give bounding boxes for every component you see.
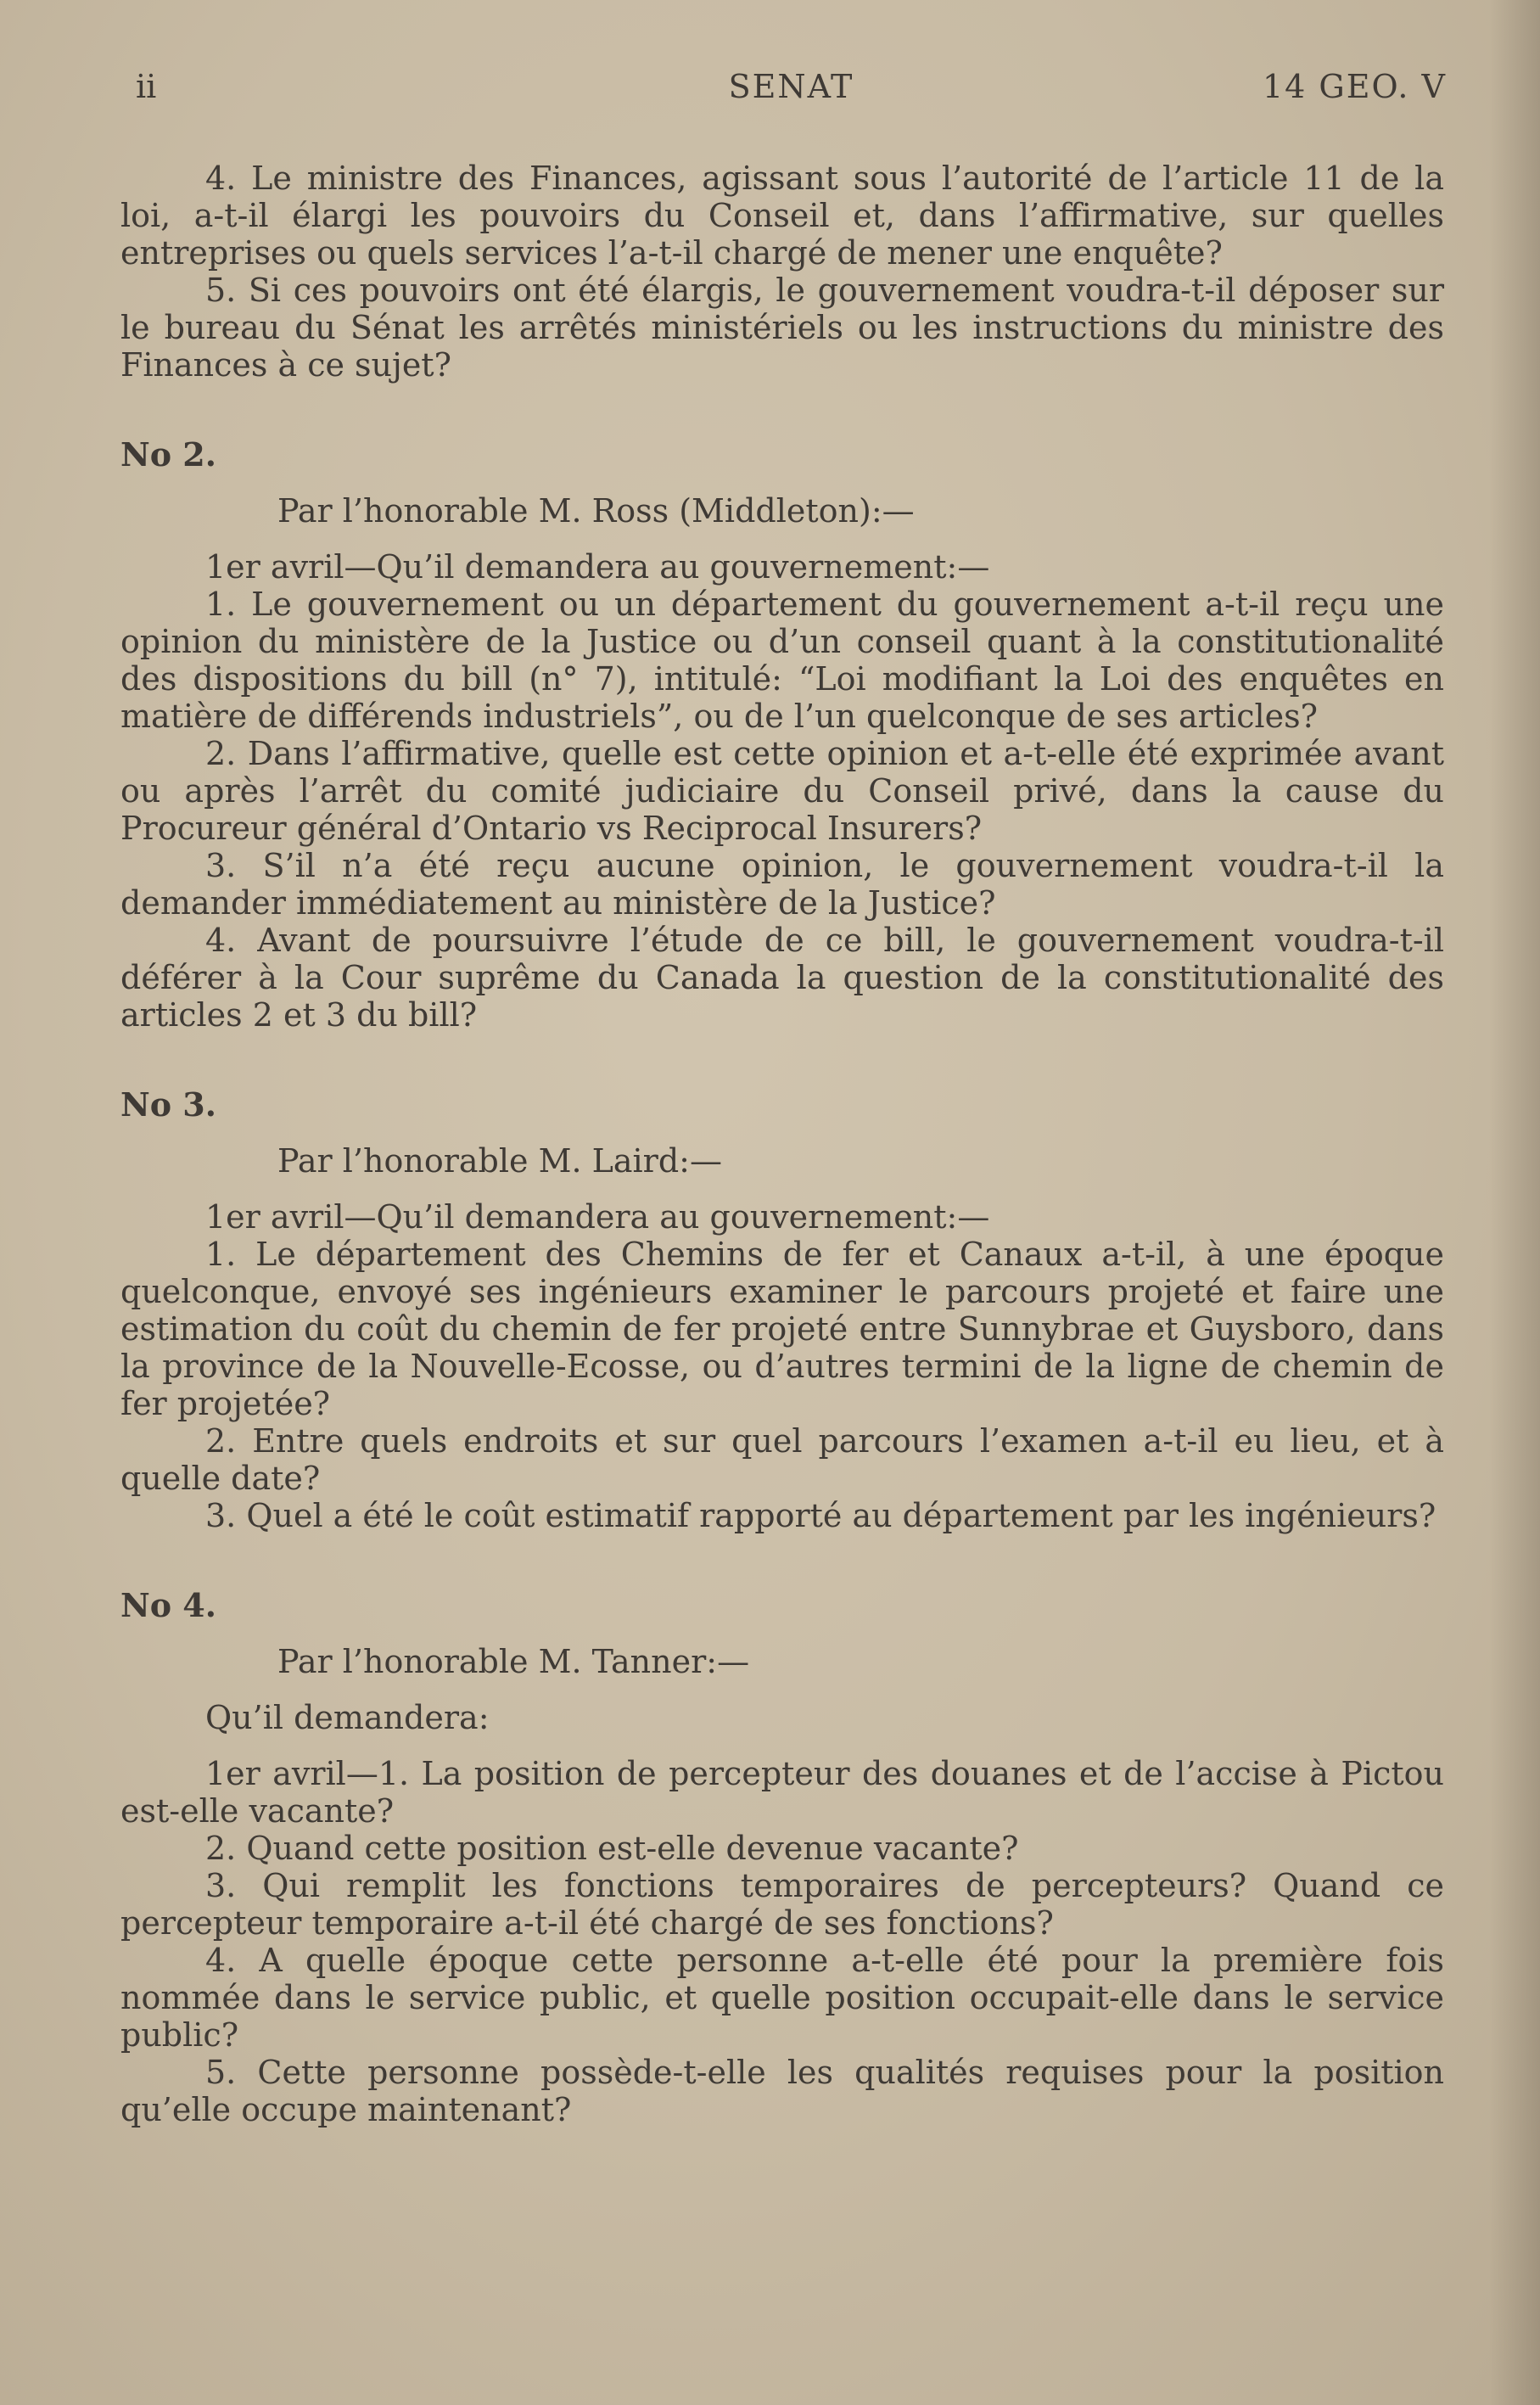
question-number: No 3. — [120, 1085, 216, 1124]
question-mover: Par l’honorable M. Laird:— — [277, 1142, 722, 1180]
question-number: No 4. — [120, 1586, 216, 1624]
page-edge-shadow — [1489, 0, 1540, 2405]
question-item: 4. Avant de poursuivre l’étude de ce bill, le gouvernement voudra-t-il déférer à la Cour suprême du Canada la question de la constitutionalité des articles 2 et 3 du bill? — [120, 922, 1444, 1034]
question-item: 1. Le gouvernement ou un département du gouvernement a-t-il reçu une opinion du ministère de la Justice ou d’un conseil quant à la constitutionalité des dispositions du bill (n° 7), intitulé: “Loi modifiant la Loi des enquêtes en matière de différends industriels”, ou de l’un quelconque de ses articles? — [120, 586, 1444, 735]
continuation-paragraph: 4. Le ministre des Finances, agissant sous l’autorité de l’article 11 de la loi, a-t-il élargi les pouvoirs du Conseil et, dans l’affirmative, sur quelles entreprises ou quels services l’a-t-il chargé de mener une enquête? — [120, 160, 1444, 272]
question-item: 4. A quelle époque cette personne a-t-elle été pour la première fois nommée dans le service public, et quelle position occupait-elle dans le service public? — [120, 1942, 1444, 2054]
question-item: 1er avril—1. La position de percepteur des douanes et de l’accise à Pictou est-elle vacante? — [120, 1755, 1444, 1830]
question-item: 2. Dans l’affirmative, quelle est cette opinion et a-t-elle été exprimée avant ou après l’arrêt du comité judiciaire du Conseil privé, dans la cause du Procureur général d’Ontario vs Reciprocal Insurers? — [120, 735, 1444, 847]
page-number: ii — [136, 68, 157, 105]
question-item: 1. Le département des Chemins de fer et Canaux a-t-il, à une époque quelconque, envoyé ses ingénieurs examiner le parcours projeté et faire une estimation du coût du chemin de fer projeté entre Sunnybrae et Guysboro, dans la province de la Nouvelle-Ecosse, ou d’autres termini de la ligne de chemin de fer projetée? — [120, 1236, 1444, 1422]
session-label: 14 GEO. V — [1262, 68, 1447, 105]
question-item: 3. Quel a été le coût estimatif rapporté au département par les ingénieurs? — [205, 1497, 1436, 1534]
page-body — [120, 160, 1444, 2128]
question-date-line: 1er avril—Qu’il demandera au gouvernement:— — [205, 548, 990, 586]
question-item: 2. Entre quels endroits et sur quel parcours l’examen a-t-il eu lieu, et à quelle date? — [120, 1422, 1444, 1497]
running-title: SENAT — [728, 68, 854, 105]
question-date-line: Qu’il demandera: — [205, 1699, 490, 1736]
question-item: 3. Qui remplit les fonctions temporaires de percepteurs? Quand ce percepteur temporaire a-t-il été chargé de ses fonctions? — [120, 1867, 1444, 1942]
question-mover: Par l’honorable M. Tanner:— — [277, 1643, 750, 1680]
running-header — [136, 68, 1447, 119]
question-mover: Par l’honorable M. Ross (Middleton):— — [277, 492, 915, 530]
continuation-paragraph: 5. Si ces pouvoirs ont été élargis, le gouvernement voudra-t-il déposer sur le bureau du Sénat les arrêtés ministériels ou les instructions du ministre des Finances à ce sujet? — [120, 272, 1444, 384]
question-number: No 2. — [120, 435, 216, 474]
question-item: 2. Quand cette position est-elle devenue vacante? — [205, 1830, 1019, 1867]
question-item: 3. S’il n’a été reçu aucune opinion, le gouvernement voudra-t-il la demander immédiatement au ministère de la Justice? — [120, 847, 1444, 922]
question-date-line: 1er avril—Qu’il demandera au gouvernement:— — [205, 1198, 990, 1236]
question-item: 5. Cette personne possède-t-elle les qualités requises pour la position qu’elle occupe maintenant? — [120, 2054, 1444, 2128]
